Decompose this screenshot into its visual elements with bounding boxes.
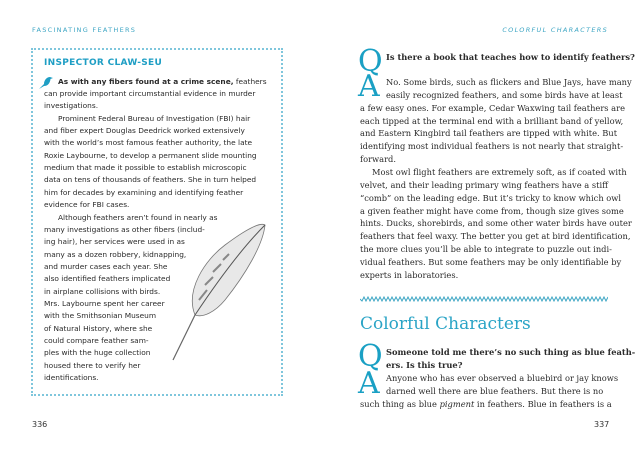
a-dropcap-2: A: [358, 366, 380, 401]
sidebar-line: investigations.: [44, 101, 99, 111]
sidebar-line: of Natural History, where she: [44, 323, 153, 333]
sidebar-line: Prominent Federal Bureau of Investigation (FBI) hair: [58, 113, 251, 123]
sidebar-line: him for decades by examining and identifying feather: [44, 187, 244, 197]
sidebar-lead-bold: As with any fibers found at a crime scene,: [58, 77, 234, 86]
answer-1-line: each tipped at the terminal end with a brilliant band of yellow,: [360, 115, 624, 126]
answer-2-line: Anyone who has ever observed a bluebird or jay knows: [386, 373, 619, 383]
answer-1-line: Most owl flight feathers are extremely soft, as if coated with: [372, 166, 627, 177]
answer-1-line: experts in laboratories.: [360, 269, 459, 280]
sidebar-line: identifications.: [44, 373, 99, 383]
answer-1-line: the more clues you’ll be able to integrate to puzzle out indi-: [360, 244, 612, 255]
section-heading: Colorful Characters: [360, 314, 531, 334]
answer-1-line: No. Some birds, such as flickers and Blue Jays, have many: [386, 77, 632, 87]
text: such thing as blue: [360, 399, 440, 409]
q-dropcap-2: Q: [358, 339, 383, 374]
sidebar-line: Roxie Laybourne, to develop a permanent slide mounting: [44, 150, 257, 160]
sidebar-line: data on tens of thousands of feathers. She in turn helped: [44, 175, 257, 185]
feather-illustration: [165, 220, 270, 365]
sidebar-lead: [58, 77, 267, 86]
question-2-line: Someone told me there’s no such thing as blue feath-: [386, 347, 636, 357]
sidebar-line: Mrs. Laybourne spent her career: [44, 298, 165, 308]
sidebar-line: and murder cases each year. She: [44, 261, 168, 271]
answer-1-line: easily recognized feathers, and some birds have at least: [386, 89, 623, 100]
answer-1-line: “comb” on the leading edge. But it’s tricky to know which owl: [360, 192, 622, 203]
answer-2-line: darned well there are blue feathers. But there is no: [386, 386, 604, 396]
sidebar-line: and fiber expert Douglas Deedrick worked extensively: [44, 126, 245, 136]
wavy-divider: [360, 296, 608, 302]
page-number-right: 337: [594, 420, 610, 429]
sidebar-line: with the Smithsonian Museum: [44, 311, 157, 321]
question-2-line: ers. Is this true?: [386, 360, 463, 370]
sidebar-line: can provide important circumstantial evidence in murder: [44, 89, 256, 98]
sidebar-line: in airplane collisions with birds.: [44, 286, 161, 296]
sidebar-line: ing hair), her services were used in as: [44, 237, 185, 247]
sidebar-line: medium that made it possible to establish microscopic: [44, 163, 247, 173]
sidebar-line: Although feathers aren’t found in nearly as: [58, 212, 218, 222]
answer-1-line: a few easy ones. For example, Cedar Waxwing tail feathers are: [360, 102, 626, 113]
answer-1-line: vidual feathers. But some feathers may be only identifiable by: [360, 256, 622, 267]
running-head-left: FASCINATING FEATHERS: [32, 26, 137, 34]
question-1: Is there a book that teaches how to identify feathers?: [386, 52, 635, 62]
sidebar-title: INSPECTOR CLAW-SEU: [44, 58, 163, 68]
sidebar-line: ples with the huge collection: [44, 348, 151, 358]
sidebar-line: many as a dozen robbery, kidnapping,: [44, 249, 187, 259]
answer-1-line: a given feather might have come from, though size gives some: [360, 205, 624, 216]
page-number-left: 336: [32, 420, 48, 429]
answer-1-line: forward.: [360, 154, 396, 165]
answer-1-line: identifying most individual feathers is not nearly that straight-: [360, 141, 624, 152]
sidebar-line: also identified feathers implicated: [44, 274, 171, 284]
q-dropcap: Q: [358, 44, 383, 79]
sidebar-line: housed there to verify her: [44, 360, 141, 370]
answer-1-line: and Eastern Kingbird tail feathers are tipped with white. But: [360, 128, 618, 139]
answer-1-line: feathers that feel waxy. The better you get at bird identification,: [360, 231, 631, 242]
answer-1-line: hints. Ducks, shorebirds, and some other water birds have outer: [360, 218, 632, 229]
text: in feathers. Blue in feathers is a: [474, 399, 612, 409]
sidebar-lead-rest: feathers: [233, 77, 267, 86]
answer-2-line: [360, 399, 612, 409]
sidebar-line: could compare feather sam-: [44, 336, 149, 345]
emphasis: pigment: [439, 399, 475, 409]
sidebar-line: with the world’s most famous feather authority, the late: [44, 138, 253, 148]
bird-icon: [38, 76, 54, 90]
a-dropcap: A: [358, 69, 380, 104]
answer-1-line: velvet, and their leading primary wing feathers have a stiff: [360, 179, 609, 190]
sidebar-line: evidence for FBI cases.: [44, 200, 130, 210]
running-head-right: COLORFUL CHARACTERS: [502, 26, 608, 34]
sidebar-line: many investigations as other fibers (includ-: [44, 224, 205, 234]
